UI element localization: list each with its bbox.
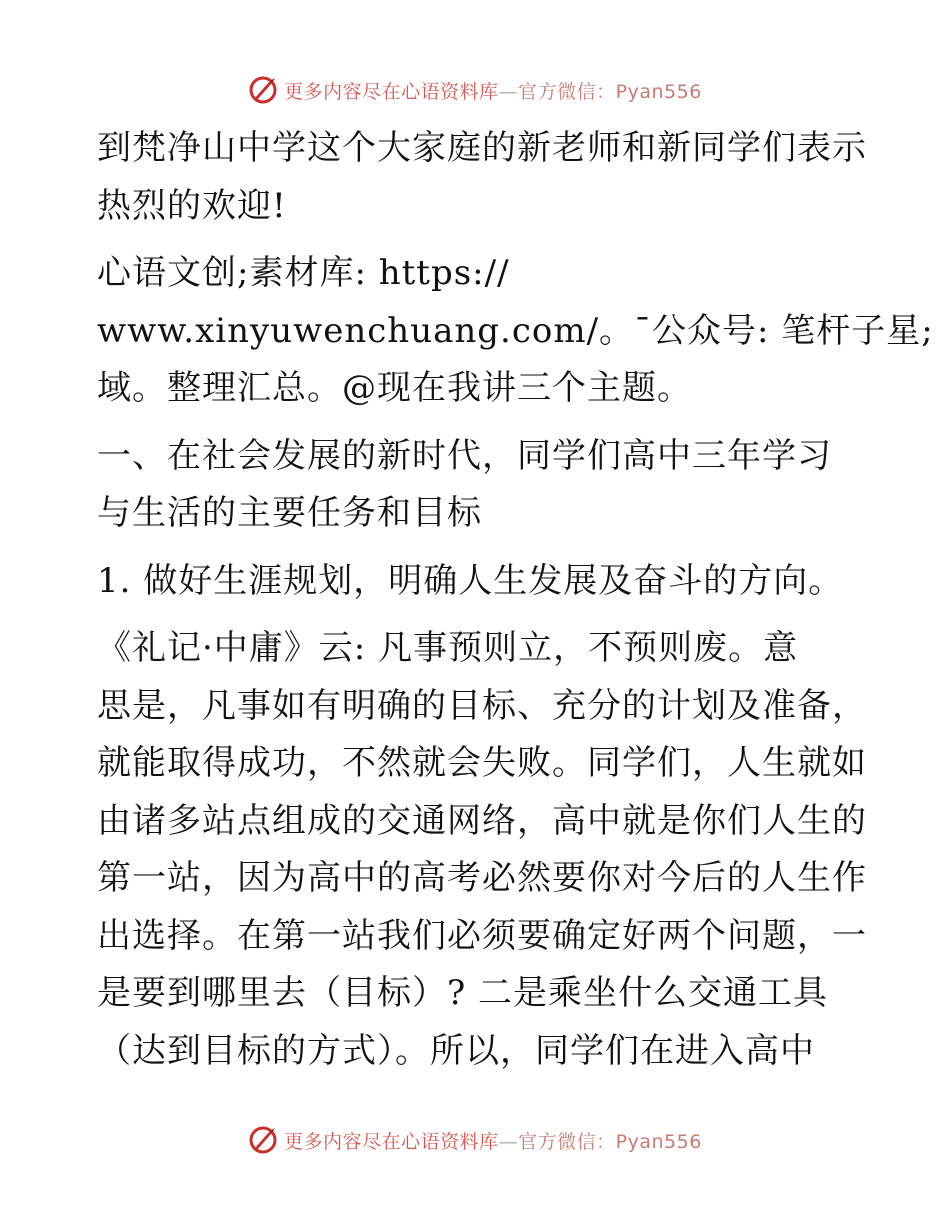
text-line: 热烈的欢迎! [97, 185, 287, 226]
footer-banner [0, 1120, 950, 1160]
text-line: 到梵净山中学这个大家庭的新老师和新同学们表示 [97, 128, 867, 168]
banner-separator: — [498, 1130, 519, 1153]
text-line: 心语文创;素材库: https:// [97, 253, 510, 293]
text-line: 《礼记·中庸》云: 凡事预则立，不预则废。意 [97, 628, 799, 668]
quill-pen-logo-icon [248, 1125, 278, 1155]
text-line: 域。整理汇总。@现在我讲三个主题。 [97, 368, 692, 408]
text-line: 就能取得成功，不然就会失败。同学们，人生就如 [97, 743, 867, 783]
text-line: 思是，凡事如有明确的目标、充分的计划及准备， [97, 685, 867, 726]
section-heading [97, 428, 857, 543]
subsection-heading [97, 553, 857, 611]
text-line: 是要到哪里去（目标）? 二是乘坐什么交通工具 [97, 973, 829, 1013]
paragraph [97, 120, 867, 235]
paragraph [97, 245, 934, 418]
banner-text [284, 1127, 702, 1154]
banner-contact-text: 官方微信：Pyan556 [518, 1130, 702, 1153]
text-line: 第一站，因为高中的高考必然要你对今后的人生作 [97, 858, 867, 898]
text-line: 与生活的主要任务和目标 [97, 493, 482, 533]
banner-text [284, 77, 702, 104]
banner-contact-text: 官方微信：Pyan556 [518, 80, 702, 103]
document-body [97, 120, 934, 1080]
text-line: 1. 做好生涯规划，明确人生发展及奋斗的方向。 [97, 560, 844, 601]
text-line: （达到目标的方式）。所以，同学们在进入高中 [97, 1030, 815, 1071]
text-line: www.xinyuwenchuang.com/。¯公众号: 笔杆子星; [97, 310, 934, 351]
text-line: 出选择。在第一站我们必须要确定好两个问题，一 [97, 915, 867, 956]
banner-main-text: 更多内容尽在心语资料库 [284, 80, 499, 103]
text-line: 一、在社会发展的新时代，同学们高中三年学习 [97, 435, 832, 476]
banner-separator: — [498, 80, 519, 103]
quill-pen-logo-icon [248, 75, 278, 105]
paragraph [97, 620, 867, 1080]
text-line: 由诸多站点组成的交通网络，高中就是你们人生的 [97, 800, 867, 841]
banner-main-text: 更多内容尽在心语资料库 [284, 1130, 499, 1153]
header-banner [0, 70, 950, 110]
